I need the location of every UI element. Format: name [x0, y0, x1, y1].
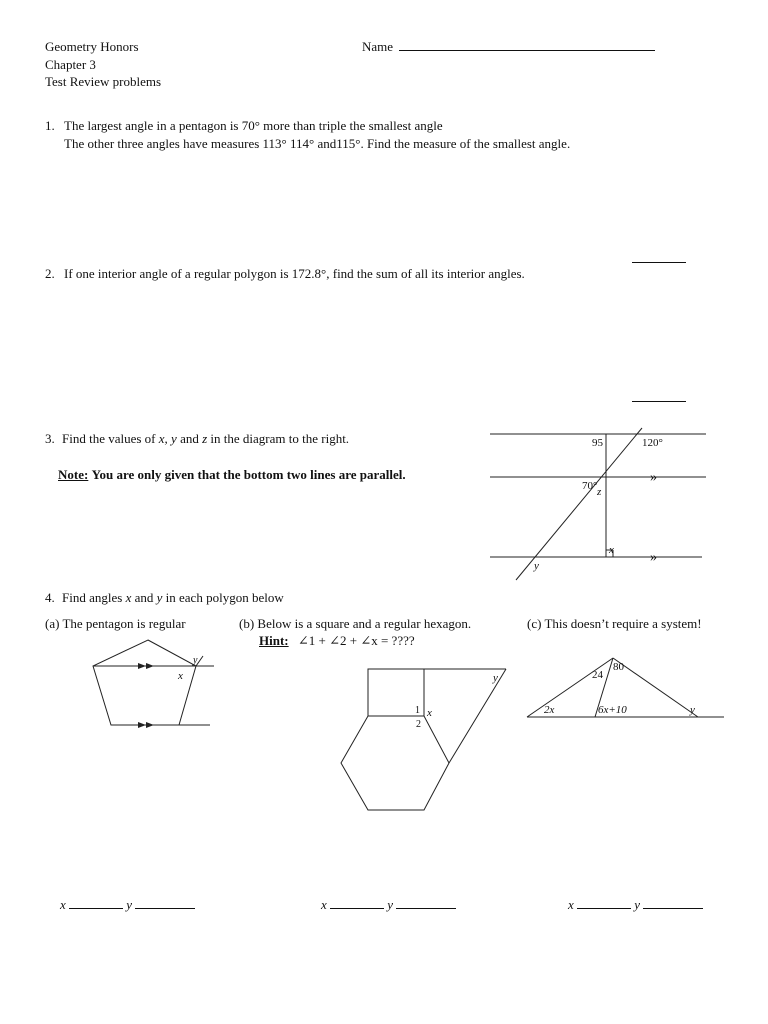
problem-3-var-y: y	[171, 431, 177, 446]
angle-y-label: y	[534, 560, 539, 572]
angle-2-label: 2	[416, 719, 421, 730]
angle-80-label: 80	[613, 661, 624, 673]
note-label: Note:	[58, 467, 89, 482]
problem-2-number: 2.	[45, 266, 55, 281]
part-c-y-blank	[643, 896, 703, 909]
part-b-answers	[321, 896, 456, 913]
part-a-answer-x-label: x	[60, 897, 66, 912]
part-b-x-blank	[330, 896, 384, 909]
part-b-y-blank	[396, 896, 456, 909]
part-a-x-blank	[69, 896, 123, 909]
problem-4-number: 4.	[45, 590, 55, 605]
problem-3-text-after: in the diagram to the right.	[210, 431, 350, 446]
part-a-y-blank	[135, 896, 195, 909]
part-b-answer-x-label: x	[321, 897, 327, 912]
part-b-label: (b) Below is a square and a regular hexagon.	[239, 616, 472, 631]
angle-2x-label: 2x	[544, 704, 555, 716]
part-a-answer-y-label: y	[126, 897, 133, 912]
problem-4-var-x: x	[125, 590, 132, 605]
problem-1-text-1: The largest angle in a pentagon is 70° more than triple the smallest angle	[64, 118, 443, 133]
problem-4-text-after: in each polygon below	[165, 590, 284, 605]
worksheet-subtitle: Test Review problems	[45, 74, 162, 89]
part-c-x-blank	[577, 896, 631, 909]
angle-6x10-label: 6x+10	[598, 704, 627, 716]
problem-4-and: and	[134, 590, 154, 605]
hint-text: ∠1 + ∠2 + ∠x = ????	[297, 633, 415, 648]
problem-3-var-z: z	[202, 431, 208, 446]
parallel-mark-bottom: »	[650, 550, 657, 565]
part-c-answers	[568, 896, 703, 913]
hint-label: Hint:	[259, 633, 289, 648]
problem-4-text-before: Find angles	[62, 590, 123, 605]
pentagon-x-label: x	[178, 670, 183, 682]
angle-x-label: x	[609, 544, 614, 556]
angle-z-label: z	[597, 486, 602, 498]
angle-24-label: 24	[592, 669, 603, 681]
pentagon-y-label: y	[193, 655, 198, 666]
problem-3-and: and	[180, 431, 199, 446]
part-c-answer-x-label: x	[568, 897, 574, 912]
part-c-answer-y-label: y	[634, 897, 641, 912]
chapter-label: Chapter 3	[45, 57, 96, 72]
parallel-mark-middle: »	[650, 470, 657, 485]
angle-120-label: 120°	[642, 437, 663, 449]
problem-3-var-x: x,	[158, 431, 168, 446]
hexagon-y-label: y	[493, 672, 498, 684]
problem-1-number: 1.	[45, 118, 55, 133]
angle-70-label: 70°	[582, 480, 598, 492]
part-a-answers	[60, 896, 195, 913]
name-label: Name	[362, 39, 394, 54]
course-title: Geometry Honors	[45, 39, 139, 54]
problem-3-text-before: Find the values of	[62, 431, 156, 446]
part-a-label: (a) The pentagon is regular	[45, 616, 186, 631]
note-text: You are only given that the bottom two lines are parallel.	[91, 467, 406, 482]
problem-1-text-2: The other three angles have measures 113° 114° and115°. Find the measure of the smallest angle.	[64, 136, 571, 151]
angle-95-label: 95	[592, 437, 603, 449]
problem-3-number: 3.	[45, 431, 55, 446]
problem-2-text: If one interior angle of a regular polygon is 172.8°, find the sum of all its interior angles.	[64, 266, 525, 281]
part-c-label: (c) This doesn’t require a system!	[527, 616, 702, 631]
hexagon-x-label: x	[427, 707, 432, 719]
angle-y-label-c: y	[690, 704, 695, 716]
angle-1-label: 1	[415, 705, 420, 716]
problem-4-var-y: y	[156, 590, 163, 605]
part-b-answer-y-label: y	[387, 897, 394, 912]
